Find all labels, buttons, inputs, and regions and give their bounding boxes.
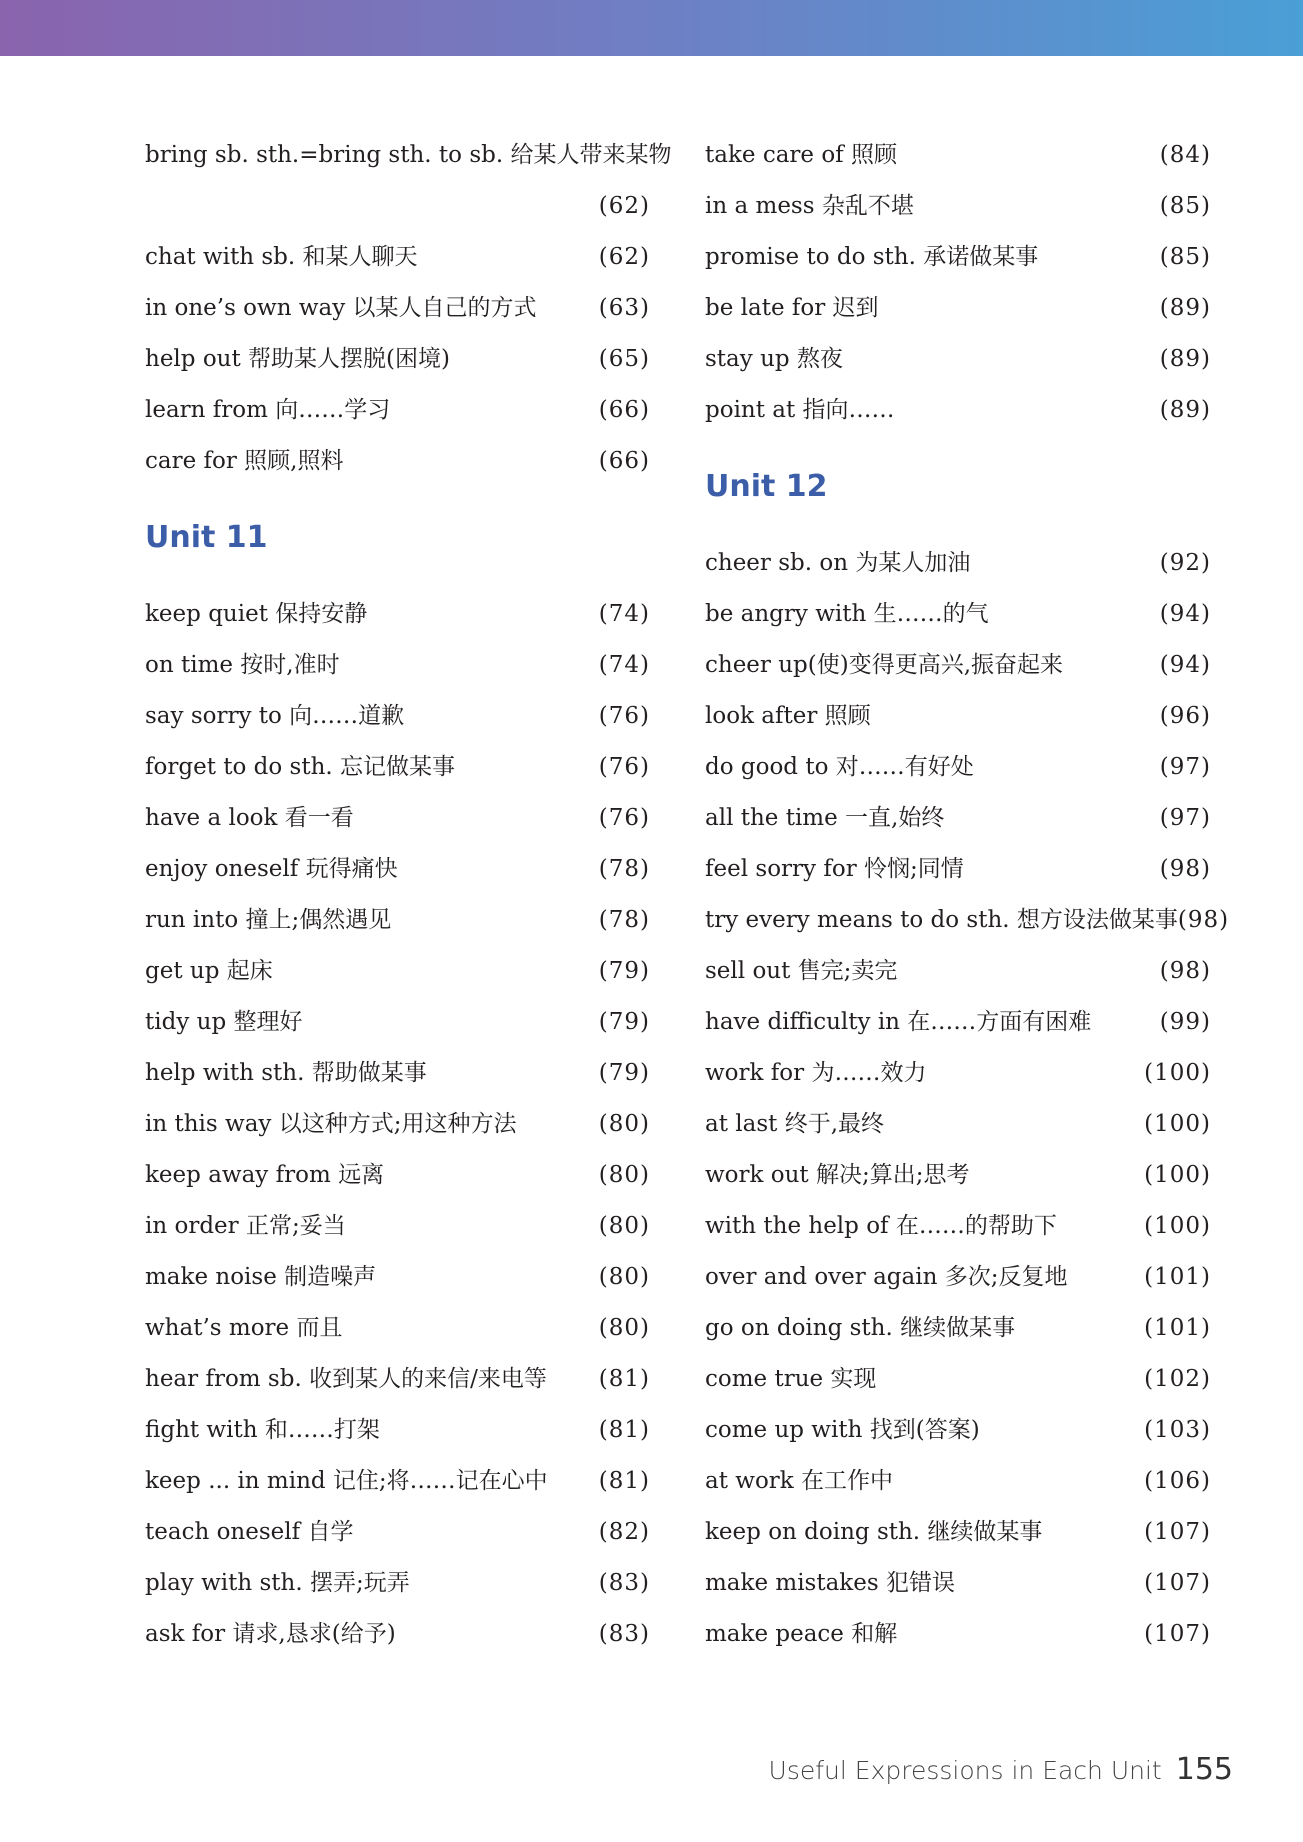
expression-entry bbox=[145, 640, 650, 691]
expression-page-ref: (82) bbox=[598, 1519, 650, 1545]
footer-section-name: Useful Expressions in Each Unit bbox=[768, 1756, 1162, 1785]
right-unit-entries bbox=[705, 538, 1230, 1660]
expression-page-ref: (107) bbox=[1144, 1621, 1211, 1647]
expression-entry bbox=[705, 844, 1211, 895]
expression-entry bbox=[145, 1252, 650, 1303]
expression-page-ref: (94) bbox=[1159, 652, 1211, 678]
expression-phrase: keep on doing sth. 继续做某事 bbox=[705, 1519, 1043, 1545]
expression-page-ref: (78) bbox=[598, 907, 650, 933]
expression-entry bbox=[145, 1405, 650, 1456]
expression-page-ref: (81) bbox=[598, 1366, 650, 1392]
expression-phrase: make peace 和解 bbox=[705, 1621, 898, 1647]
expression-entry bbox=[705, 997, 1211, 1048]
expression-entry bbox=[705, 538, 1211, 589]
expression-page-ref: (106) bbox=[1144, 1468, 1211, 1494]
expression-page-ref: (99) bbox=[1159, 1009, 1211, 1035]
expression-phrase: work out 解决;算出;思考 bbox=[705, 1162, 970, 1188]
expression-page-ref: (98) bbox=[1159, 958, 1211, 984]
expression-phrase: help with sth. 帮助做某事 bbox=[145, 1060, 427, 1086]
expression-page-ref: (92) bbox=[1159, 550, 1211, 576]
expression-page-ref: (103) bbox=[1144, 1417, 1211, 1443]
expression-entry bbox=[705, 946, 1211, 997]
expression-page-ref: (89) bbox=[1159, 295, 1211, 321]
expression-page-ref: (100) bbox=[1144, 1060, 1211, 1086]
expression-phrase: on time 按时,准时 bbox=[145, 652, 340, 678]
expression-entry bbox=[145, 589, 650, 640]
expression-entry bbox=[705, 1609, 1211, 1660]
expression-entry bbox=[705, 1507, 1211, 1558]
expression-phrase: come true 实现 bbox=[705, 1366, 877, 1392]
expression-phrase: make mistakes 犯错误 bbox=[705, 1570, 955, 1596]
expression-entry bbox=[145, 691, 650, 742]
expression-phrase: learn from 向……学习 bbox=[145, 397, 391, 423]
expression-entry bbox=[705, 130, 1211, 181]
expression-entry bbox=[705, 1099, 1211, 1150]
expression-page-ref: (66) bbox=[598, 448, 650, 474]
expression-entry bbox=[705, 385, 1211, 436]
expression-phrase: come up with 找到(答案) bbox=[705, 1417, 980, 1443]
expression-phrase: in a mess 杂乱不堪 bbox=[705, 193, 914, 219]
expression-entry bbox=[145, 1609, 650, 1660]
expression-phrase: help out 帮助某人摆脱(困境) bbox=[145, 346, 450, 372]
right-pre-entries bbox=[705, 130, 1211, 436]
expression-phrase: care for 照顾,照料 bbox=[145, 448, 344, 474]
expression-page-ref: (79) bbox=[598, 958, 650, 984]
expression-phrase: have a look 看一看 bbox=[145, 805, 354, 831]
expression-page-ref: (76) bbox=[598, 805, 650, 831]
expression-entry bbox=[705, 1405, 1211, 1456]
expression-entry bbox=[705, 283, 1211, 334]
expression-phrase: forget to do sth. 忘记做某事 bbox=[145, 754, 456, 780]
expression-page-ref: (101) bbox=[1144, 1264, 1211, 1290]
expression-entry bbox=[145, 232, 650, 283]
page-footer bbox=[769, 1752, 1233, 1787]
left-pre-entries bbox=[145, 130, 672, 487]
expression-phrase: promise to do sth. 承诺做某事 bbox=[705, 244, 1039, 270]
expression-phrase: all the time 一直,始终 bbox=[705, 805, 945, 831]
expression-entry bbox=[705, 334, 1211, 385]
expression-phrase: go on doing sth. 继续做某事 bbox=[705, 1315, 1016, 1341]
expression-entry bbox=[145, 1048, 650, 1099]
expression-phrase: in order 正常;妥当 bbox=[145, 1213, 346, 1239]
expression-page-ref: (107) bbox=[1144, 1519, 1211, 1545]
expression-phrase: be late for 迟到 bbox=[705, 295, 879, 321]
left-unit-entries bbox=[145, 589, 650, 1660]
expression-phrase: play with sth. 摆弄;玩弄 bbox=[145, 1570, 410, 1596]
expression-phrase: keep ... in mind 记住;将……记在心中 bbox=[145, 1468, 548, 1494]
footer-page-number: 155 bbox=[1175, 1752, 1233, 1787]
expression-phrase: have difficulty in 在……方面有困难 bbox=[705, 1009, 1092, 1035]
expression-phrase: keep away from 远离 bbox=[145, 1162, 385, 1188]
expression-entry bbox=[705, 895, 1230, 946]
expression-page-ref: (80) bbox=[598, 1111, 650, 1137]
unit-heading: Unit 11 bbox=[145, 520, 268, 555]
expression-page-ref: (80) bbox=[598, 1315, 650, 1341]
expression-entry bbox=[705, 1354, 1211, 1405]
expression-entry bbox=[145, 1303, 650, 1354]
expression-page-ref: (79) bbox=[598, 1009, 650, 1035]
expression-page-ref: (63) bbox=[598, 295, 650, 321]
expression-entry bbox=[145, 1558, 650, 1609]
expression-entry bbox=[145, 130, 672, 181]
expression-page-ref: (98) bbox=[1177, 907, 1230, 933]
expression-page-ref: (94) bbox=[1159, 601, 1211, 627]
expression-phrase: get up 起床 bbox=[145, 958, 273, 984]
expression-entry bbox=[145, 742, 650, 793]
expression-page-ref: (80) bbox=[598, 1162, 650, 1188]
expression-phrase: try every means to do sth. 想方设法做某事 bbox=[705, 907, 1178, 933]
unit-heading: Unit 12 bbox=[705, 469, 828, 504]
expression-entry bbox=[145, 1099, 650, 1150]
expression-page-ref: (80) bbox=[598, 1213, 650, 1239]
expression-entry bbox=[705, 793, 1211, 844]
expression-entry bbox=[705, 232, 1211, 283]
expression-phrase: teach oneself 自学 bbox=[145, 1519, 354, 1545]
expression-phrase: make noise 制造噪声 bbox=[145, 1264, 377, 1290]
expression-entry bbox=[705, 691, 1211, 742]
expression-page-ref: (85) bbox=[1159, 244, 1211, 270]
expression-phrase: ask for 请求,恳求(给予) bbox=[145, 1621, 396, 1647]
expression-phrase: hear from sb. 收到某人的来信/来电等 bbox=[145, 1366, 547, 1392]
expression-page-ref: (107) bbox=[1144, 1570, 1211, 1596]
expression-entry bbox=[705, 1558, 1211, 1609]
expression-page-ref: (100) bbox=[1144, 1162, 1211, 1188]
left-column bbox=[145, 130, 672, 1660]
expression-entry bbox=[145, 946, 650, 997]
expression-entry bbox=[705, 1201, 1211, 1252]
expression-phrase: fight with 和……打架 bbox=[145, 1417, 380, 1443]
expression-entry bbox=[705, 589, 1211, 640]
expression-phrase: keep quiet 保持安静 bbox=[145, 601, 368, 627]
expression-phrase: stay up 熬夜 bbox=[705, 346, 843, 372]
expression-entry bbox=[145, 1150, 650, 1201]
expression-entry bbox=[145, 844, 650, 895]
expression-entry bbox=[145, 436, 650, 487]
expression-phrase: point at 指向…… bbox=[705, 397, 895, 423]
expression-entry bbox=[705, 640, 1211, 691]
expression-entry bbox=[705, 1252, 1211, 1303]
expression-entry bbox=[705, 181, 1211, 232]
expression-entry bbox=[145, 997, 650, 1048]
expression-phrase: at work 在工作中 bbox=[705, 1468, 894, 1494]
expression-phrase: enjoy oneself 玩得痛快 bbox=[145, 856, 398, 882]
expression-entry bbox=[705, 1048, 1211, 1099]
expression-entry bbox=[145, 334, 650, 385]
expression-entry bbox=[145, 1456, 650, 1507]
expression-phrase: look after 照顾 bbox=[705, 703, 871, 729]
expression-entry bbox=[145, 1201, 650, 1252]
expression-entry bbox=[145, 283, 650, 334]
expression-page-ref: (76) bbox=[598, 703, 650, 729]
expression-page-ref: (89) bbox=[1159, 397, 1211, 423]
expression-page-ref: (85) bbox=[1159, 193, 1211, 219]
expression-phrase: over and over again 多次;反复地 bbox=[705, 1264, 1068, 1290]
expression-phrase: be angry with 生……的气 bbox=[705, 601, 989, 627]
expression-phrase: what’s more 而且 bbox=[145, 1315, 343, 1341]
expression-phrase: feel sorry for 怜悯;同情 bbox=[705, 856, 964, 882]
expression-page-ref: (83) bbox=[598, 1621, 650, 1647]
expression-phrase: with the help of 在……的帮助下 bbox=[705, 1213, 1057, 1239]
expression-entry bbox=[705, 742, 1211, 793]
expression-entry bbox=[145, 1507, 650, 1558]
expression-page-ref: (81) bbox=[598, 1417, 650, 1443]
expression-page-ref: (102) bbox=[1144, 1366, 1211, 1392]
expression-phrase: cheer sb. on 为某人加油 bbox=[705, 550, 971, 576]
right-column bbox=[705, 130, 1230, 1660]
header-color-band bbox=[0, 0, 1303, 56]
expression-page-ref: (100) bbox=[1144, 1111, 1211, 1137]
expression-phrase: in one’s own way 以某人自己的方式 bbox=[145, 295, 537, 321]
expression-entry bbox=[145, 895, 650, 946]
expression-phrase: do good to 对……有好处 bbox=[705, 754, 974, 780]
expression-page-ref: (84) bbox=[1159, 142, 1211, 168]
expression-page-ref: (81) bbox=[598, 1468, 650, 1494]
expression-page-ref: (96) bbox=[1159, 703, 1211, 729]
expression-page-ref: (97) bbox=[1159, 805, 1211, 831]
expression-page-ref: (100) bbox=[1144, 1213, 1211, 1239]
expression-page-ref: (97) bbox=[1159, 754, 1211, 780]
expression-page-ref: (79) bbox=[598, 1060, 650, 1086]
expression-page-ref: (80) bbox=[598, 1264, 650, 1290]
expression-phrase: bring sb. sth.=bring sth. to sb. 给某人带来某物 bbox=[145, 142, 672, 168]
expression-page-ref: (65) bbox=[598, 346, 650, 372]
expression-phrase: work for 为……效力 bbox=[705, 1060, 927, 1086]
expression-page-ref: (76) bbox=[598, 754, 650, 780]
expression-page-ref: (98) bbox=[1159, 856, 1211, 882]
expression-entry bbox=[145, 385, 650, 436]
expression-phrase: in this way 以这种方式;用这种方法 bbox=[145, 1111, 517, 1137]
expression-page-ref: (62) bbox=[598, 244, 650, 270]
expression-entry bbox=[145, 181, 650, 232]
expression-phrase: at last 终于,最终 bbox=[705, 1111, 885, 1137]
expression-phrase: chat with sb. 和某人聊天 bbox=[145, 244, 418, 270]
expression-phrase: run into 撞上;偶然遇见 bbox=[145, 907, 392, 933]
expression-phrase: sell out 售完;卖完 bbox=[705, 958, 898, 984]
expression-page-ref: (89) bbox=[1159, 346, 1211, 372]
expression-phrase: take care of 照顾 bbox=[705, 142, 897, 168]
expression-page-ref: (66) bbox=[598, 397, 650, 423]
expression-page-ref: (74) bbox=[598, 601, 650, 627]
expression-page-ref: (101) bbox=[1144, 1315, 1211, 1341]
expression-page-ref: (83) bbox=[598, 1570, 650, 1596]
expression-entry bbox=[145, 1354, 650, 1405]
expression-phrase: cheer up(使)变得更高兴,振奋起来 bbox=[705, 652, 1064, 678]
expression-page-ref: (74) bbox=[598, 652, 650, 678]
expression-phrase: tidy up 整理好 bbox=[145, 1009, 303, 1035]
expression-entry bbox=[705, 1150, 1211, 1201]
expression-entry bbox=[705, 1303, 1211, 1354]
expression-page-ref: (78) bbox=[598, 856, 650, 882]
expression-page-ref: (62) bbox=[598, 193, 650, 219]
expression-entry bbox=[705, 1456, 1211, 1507]
expression-phrase: say sorry to 向……道歉 bbox=[145, 703, 405, 729]
expression-entry bbox=[145, 793, 650, 844]
